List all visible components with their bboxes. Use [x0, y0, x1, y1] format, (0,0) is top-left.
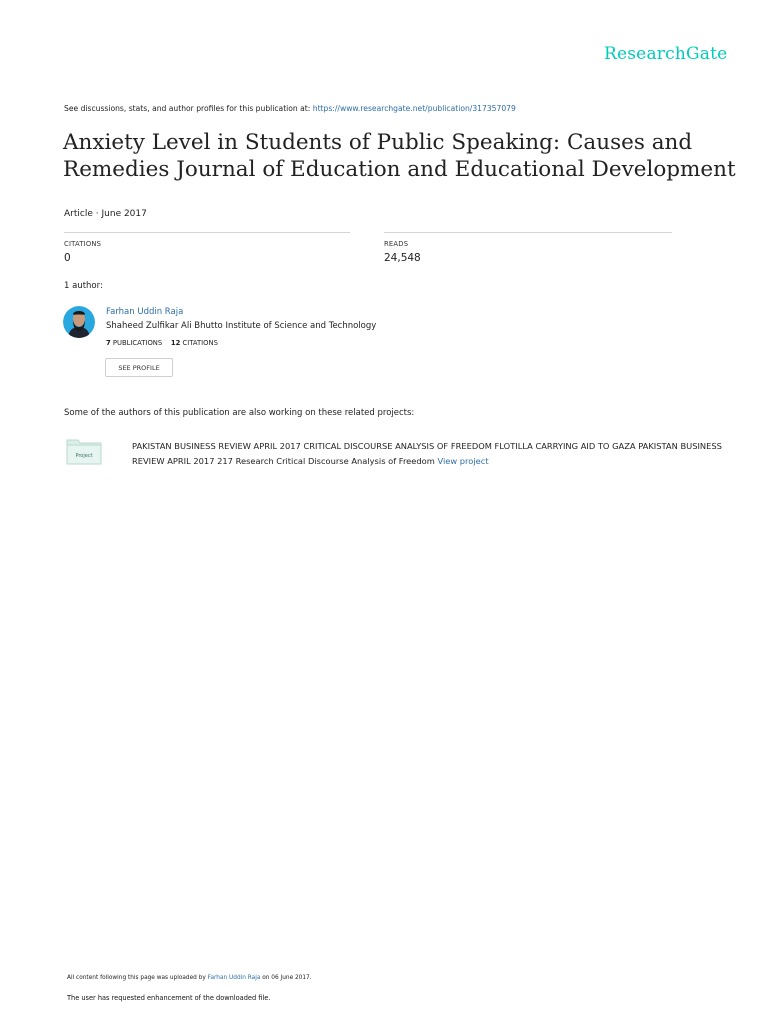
author-citations-count: 12: [170, 339, 181, 347]
author-avatar[interactable]: [63, 306, 95, 338]
reads-divider: [384, 232, 672, 233]
article-type: Article: [64, 209, 93, 219]
see-profile-button[interactable]: SEE PROFILE: [105, 358, 173, 377]
publication-url-link[interactable]: https://www.researchgate.net/publication/317357079: [312, 104, 516, 113]
author-citations-label: CITATIONS: [182, 339, 218, 347]
folder-label: Project: [75, 453, 93, 459]
publications-label: PUBLICATIONS: [112, 339, 163, 347]
article-meta: [64, 209, 147, 219]
page-title: Anxiety Level in Students of Public Speaking: Causes and Remedies Journal of Education and Educational Development: [63, 130, 736, 182]
notice-text: See discussions, stats, and author profiles for this publication at:: [64, 104, 311, 113]
reads-label: READS: [384, 240, 409, 248]
author-name-link[interactable]: Farhan Uddin Raja: [106, 307, 184, 317]
project-description: [132, 439, 722, 469]
article-date: June 2017: [101, 209, 147, 219]
project-folder-icon[interactable]: [66, 437, 102, 465]
reads-value: 24,548: [384, 252, 421, 264]
upload-notice: [67, 975, 312, 981]
citations-divider: [64, 232, 350, 233]
avatar-image: [63, 306, 95, 338]
upload-suffix: on 06 June 2017.: [262, 975, 312, 981]
related-projects-heading: Some of the authors of this publication are also working on these related projects:: [64, 408, 415, 418]
publications-count: 7: [106, 339, 111, 347]
publication-notice: [64, 104, 516, 113]
view-project-link[interactable]: View project: [437, 456, 489, 466]
enhancement-notice[interactable]: The user has requested enhancement of the downloaded file.: [67, 994, 271, 1002]
uploader-link[interactable]: Farhan Uddin Raja: [207, 975, 261, 981]
researchgate-logo[interactable]: ResearchGate: [604, 44, 728, 64]
upload-prefix: All content following this page was uploaded by: [67, 975, 206, 981]
citations-label: CITATIONS: [64, 240, 102, 248]
author-institution: Shaheed Zulfikar Ali Bhutto Institute of Science and Technology: [106, 321, 377, 331]
project-text: PAKISTAN BUSINESS REVIEW APRIL 2017 CRITICAL DISCOURSE ANALYSIS OF FREEDOM FLOTILLA CARRYING AID TO GAZA PAKISTAN BUSINESS REVIEW APRIL 2017 217 Research Critical Discourse Analysis of Freedom: [132, 441, 722, 466]
author-stats: [106, 339, 218, 347]
folder-icon: [66, 437, 102, 465]
authors-heading: 1 author:: [64, 281, 103, 291]
meta-separator: ·: [95, 209, 99, 219]
citations-value: 0: [64, 252, 71, 264]
